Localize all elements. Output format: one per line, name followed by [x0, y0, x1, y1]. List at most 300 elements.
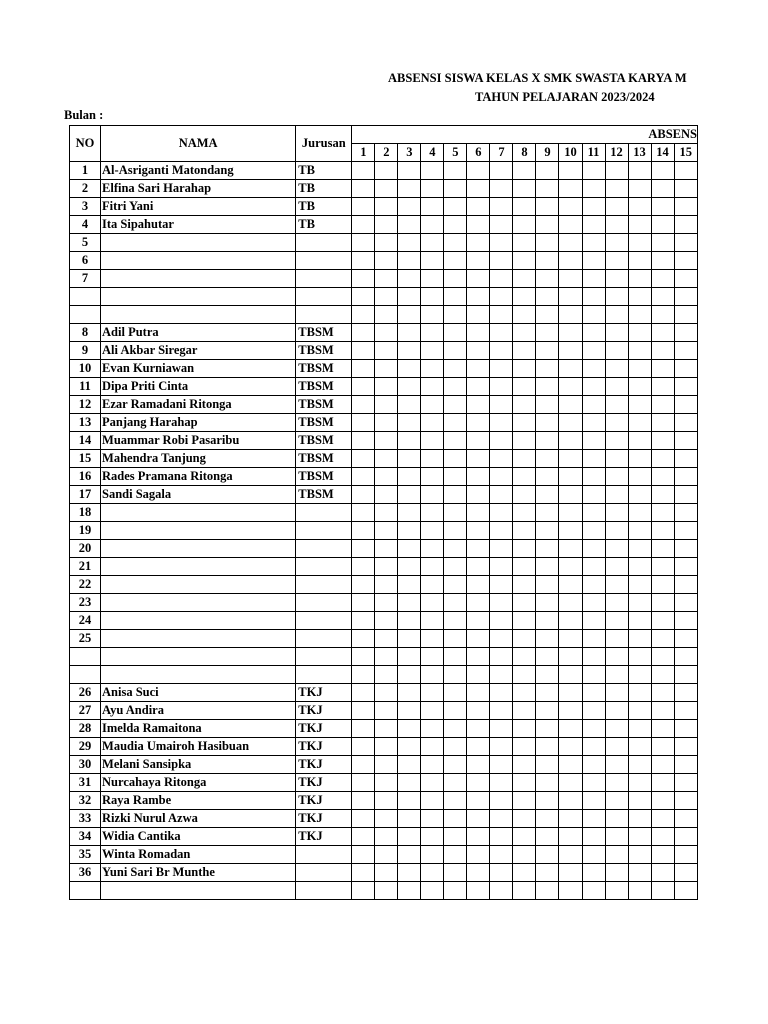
- attendance-cell[interactable]: [536, 558, 559, 576]
- attendance-cell[interactable]: [421, 594, 444, 612]
- attendance-cell[interactable]: [674, 846, 697, 864]
- attendance-cell[interactable]: [467, 450, 490, 468]
- attendance-cell[interactable]: [628, 324, 651, 342]
- attendance-cell[interactable]: [467, 504, 490, 522]
- attendance-cell[interactable]: [628, 342, 651, 360]
- attendance-cell[interactable]: [559, 468, 582, 486]
- attendance-cell[interactable]: [513, 198, 536, 216]
- attendance-cell[interactable]: [444, 432, 467, 450]
- attendance-cell[interactable]: [490, 648, 513, 666]
- attendance-cell[interactable]: [352, 396, 375, 414]
- attendance-cell[interactable]: [513, 756, 536, 774]
- attendance-cell[interactable]: [559, 432, 582, 450]
- attendance-cell[interactable]: [605, 846, 628, 864]
- attendance-cell[interactable]: [559, 396, 582, 414]
- attendance-cell[interactable]: [467, 216, 490, 234]
- attendance-cell[interactable]: [467, 630, 490, 648]
- attendance-cell[interactable]: [375, 342, 398, 360]
- attendance-cell[interactable]: [421, 630, 444, 648]
- attendance-cell[interactable]: [513, 360, 536, 378]
- attendance-cell[interactable]: [444, 306, 467, 324]
- attendance-cell[interactable]: [444, 612, 467, 630]
- attendance-cell[interactable]: [605, 774, 628, 792]
- attendance-cell[interactable]: [628, 738, 651, 756]
- attendance-cell[interactable]: [605, 306, 628, 324]
- attendance-cell[interactable]: [674, 720, 697, 738]
- attendance-cell[interactable]: [513, 378, 536, 396]
- attendance-cell[interactable]: [674, 882, 697, 900]
- attendance-cell[interactable]: [444, 594, 467, 612]
- attendance-cell[interactable]: [421, 666, 444, 684]
- attendance-cell[interactable]: [467, 432, 490, 450]
- attendance-cell[interactable]: [582, 882, 605, 900]
- attendance-cell[interactable]: [467, 522, 490, 540]
- attendance-cell[interactable]: [352, 828, 375, 846]
- attendance-cell[interactable]: [582, 540, 605, 558]
- attendance-cell[interactable]: [421, 828, 444, 846]
- attendance-cell[interactable]: [605, 648, 628, 666]
- attendance-cell[interactable]: [674, 558, 697, 576]
- attendance-cell[interactable]: [490, 252, 513, 270]
- attendance-cell[interactable]: [513, 270, 536, 288]
- attendance-cell[interactable]: [467, 396, 490, 414]
- attendance-cell[interactable]: [490, 630, 513, 648]
- attendance-cell[interactable]: [559, 702, 582, 720]
- attendance-cell[interactable]: [375, 792, 398, 810]
- attendance-cell[interactable]: [467, 468, 490, 486]
- attendance-cell[interactable]: [421, 558, 444, 576]
- attendance-cell[interactable]: [674, 864, 697, 882]
- attendance-cell[interactable]: [674, 162, 697, 180]
- attendance-cell[interactable]: [536, 774, 559, 792]
- attendance-cell[interactable]: [490, 522, 513, 540]
- attendance-cell[interactable]: [536, 630, 559, 648]
- attendance-cell[interactable]: [398, 216, 421, 234]
- attendance-cell[interactable]: [651, 396, 674, 414]
- attendance-cell[interactable]: [444, 270, 467, 288]
- attendance-cell[interactable]: [605, 612, 628, 630]
- attendance-cell[interactable]: [421, 486, 444, 504]
- attendance-cell[interactable]: [605, 630, 628, 648]
- attendance-cell[interactable]: [398, 198, 421, 216]
- attendance-cell[interactable]: [398, 378, 421, 396]
- attendance-cell[interactable]: [651, 360, 674, 378]
- attendance-cell[interactable]: [375, 738, 398, 756]
- attendance-cell[interactable]: [582, 648, 605, 666]
- attendance-cell[interactable]: [421, 720, 444, 738]
- attendance-cell[interactable]: [628, 234, 651, 252]
- attendance-cell[interactable]: [582, 504, 605, 522]
- attendance-cell[interactable]: [628, 378, 651, 396]
- attendance-cell[interactable]: [582, 846, 605, 864]
- attendance-cell[interactable]: [559, 612, 582, 630]
- attendance-cell[interactable]: [559, 846, 582, 864]
- attendance-cell[interactable]: [582, 180, 605, 198]
- attendance-cell[interactable]: [467, 252, 490, 270]
- attendance-cell[interactable]: [674, 378, 697, 396]
- attendance-cell[interactable]: [605, 378, 628, 396]
- attendance-cell[interactable]: [651, 738, 674, 756]
- attendance-cell[interactable]: [536, 864, 559, 882]
- attendance-cell[interactable]: [559, 198, 582, 216]
- attendance-cell[interactable]: [651, 864, 674, 882]
- attendance-cell[interactable]: [536, 306, 559, 324]
- attendance-cell[interactable]: [490, 288, 513, 306]
- attendance-cell[interactable]: [559, 594, 582, 612]
- attendance-cell[interactable]: [398, 360, 421, 378]
- attendance-cell[interactable]: [375, 540, 398, 558]
- attendance-cell[interactable]: [628, 630, 651, 648]
- attendance-cell[interactable]: [444, 414, 467, 432]
- attendance-cell[interactable]: [352, 432, 375, 450]
- attendance-cell[interactable]: [559, 810, 582, 828]
- attendance-cell[interactable]: [559, 882, 582, 900]
- attendance-cell[interactable]: [513, 288, 536, 306]
- attendance-cell[interactable]: [444, 324, 467, 342]
- attendance-cell[interactable]: [605, 342, 628, 360]
- attendance-cell[interactable]: [559, 774, 582, 792]
- attendance-cell[interactable]: [490, 612, 513, 630]
- attendance-cell[interactable]: [375, 612, 398, 630]
- attendance-cell[interactable]: [398, 432, 421, 450]
- attendance-cell[interactable]: [628, 756, 651, 774]
- attendance-cell[interactable]: [421, 738, 444, 756]
- attendance-cell[interactable]: [536, 180, 559, 198]
- attendance-cell[interactable]: [398, 540, 421, 558]
- attendance-cell[interactable]: [352, 702, 375, 720]
- attendance-cell[interactable]: [444, 378, 467, 396]
- attendance-cell[interactable]: [674, 198, 697, 216]
- attendance-cell[interactable]: [628, 774, 651, 792]
- attendance-cell[interactable]: [582, 216, 605, 234]
- attendance-cell[interactable]: [628, 306, 651, 324]
- attendance-cell[interactable]: [398, 738, 421, 756]
- attendance-cell[interactable]: [513, 486, 536, 504]
- attendance-cell[interactable]: [674, 342, 697, 360]
- attendance-cell[interactable]: [398, 684, 421, 702]
- attendance-cell[interactable]: [651, 882, 674, 900]
- attendance-cell[interactable]: [444, 288, 467, 306]
- attendance-cell[interactable]: [375, 522, 398, 540]
- attendance-cell[interactable]: [352, 720, 375, 738]
- attendance-cell[interactable]: [651, 540, 674, 558]
- attendance-cell[interactable]: [421, 216, 444, 234]
- attendance-cell[interactable]: [674, 396, 697, 414]
- attendance-cell[interactable]: [628, 810, 651, 828]
- attendance-cell[interactable]: [536, 162, 559, 180]
- attendance-cell[interactable]: [605, 252, 628, 270]
- attendance-cell[interactable]: [605, 504, 628, 522]
- attendance-cell[interactable]: [352, 864, 375, 882]
- attendance-cell[interactable]: [651, 270, 674, 288]
- attendance-cell[interactable]: [513, 540, 536, 558]
- attendance-cell[interactable]: [651, 504, 674, 522]
- attendance-cell[interactable]: [467, 576, 490, 594]
- attendance-cell[interactable]: [421, 522, 444, 540]
- attendance-cell[interactable]: [628, 540, 651, 558]
- attendance-cell[interactable]: [352, 774, 375, 792]
- attendance-cell[interactable]: [674, 486, 697, 504]
- attendance-cell[interactable]: [605, 864, 628, 882]
- attendance-cell[interactable]: [628, 792, 651, 810]
- attendance-cell[interactable]: [674, 216, 697, 234]
- attendance-cell[interactable]: [421, 432, 444, 450]
- attendance-cell[interactable]: [398, 774, 421, 792]
- attendance-cell[interactable]: [490, 414, 513, 432]
- attendance-cell[interactable]: [582, 756, 605, 774]
- attendance-cell[interactable]: [605, 180, 628, 198]
- attendance-cell[interactable]: [582, 576, 605, 594]
- attendance-cell[interactable]: [421, 468, 444, 486]
- attendance-cell[interactable]: [444, 180, 467, 198]
- attendance-cell[interactable]: [628, 198, 651, 216]
- attendance-cell[interactable]: [398, 486, 421, 504]
- attendance-cell[interactable]: [559, 648, 582, 666]
- attendance-cell[interactable]: [559, 378, 582, 396]
- attendance-cell[interactable]: [559, 756, 582, 774]
- attendance-cell[interactable]: [674, 504, 697, 522]
- attendance-cell[interactable]: [513, 324, 536, 342]
- attendance-cell[interactable]: [628, 558, 651, 576]
- attendance-cell[interactable]: [674, 774, 697, 792]
- attendance-cell[interactable]: [421, 648, 444, 666]
- attendance-cell[interactable]: [467, 792, 490, 810]
- attendance-cell[interactable]: [513, 252, 536, 270]
- attendance-cell[interactable]: [375, 360, 398, 378]
- attendance-cell[interactable]: [352, 162, 375, 180]
- attendance-cell[interactable]: [674, 648, 697, 666]
- attendance-cell[interactable]: [605, 684, 628, 702]
- attendance-cell[interactable]: [605, 666, 628, 684]
- attendance-cell[interactable]: [375, 216, 398, 234]
- attendance-cell[interactable]: [421, 180, 444, 198]
- attendance-cell[interactable]: [651, 432, 674, 450]
- attendance-cell[interactable]: [513, 630, 536, 648]
- attendance-cell[interactable]: [605, 288, 628, 306]
- attendance-cell[interactable]: [582, 270, 605, 288]
- attendance-cell[interactable]: [651, 468, 674, 486]
- attendance-cell[interactable]: [513, 558, 536, 576]
- attendance-cell[interactable]: [375, 432, 398, 450]
- attendance-cell[interactable]: [375, 288, 398, 306]
- attendance-cell[interactable]: [352, 180, 375, 198]
- attendance-cell[interactable]: [605, 522, 628, 540]
- attendance-cell[interactable]: [490, 720, 513, 738]
- attendance-cell[interactable]: [444, 216, 467, 234]
- attendance-cell[interactable]: [444, 360, 467, 378]
- attendance-cell[interactable]: [513, 774, 536, 792]
- attendance-cell[interactable]: [582, 666, 605, 684]
- attendance-cell[interactable]: [467, 486, 490, 504]
- attendance-cell[interactable]: [421, 846, 444, 864]
- attendance-cell[interactable]: [375, 450, 398, 468]
- attendance-cell[interactable]: [490, 162, 513, 180]
- attendance-cell[interactable]: [421, 252, 444, 270]
- attendance-cell[interactable]: [582, 828, 605, 846]
- attendance-cell[interactable]: [674, 792, 697, 810]
- attendance-cell[interactable]: [421, 270, 444, 288]
- attendance-cell[interactable]: [444, 756, 467, 774]
- attendance-cell[interactable]: [628, 846, 651, 864]
- attendance-cell[interactable]: [375, 162, 398, 180]
- attendance-cell[interactable]: [674, 702, 697, 720]
- attendance-cell[interactable]: [352, 270, 375, 288]
- attendance-cell[interactable]: [467, 756, 490, 774]
- attendance-cell[interactable]: [513, 216, 536, 234]
- attendance-cell[interactable]: [513, 576, 536, 594]
- attendance-cell[interactable]: [421, 612, 444, 630]
- attendance-cell[interactable]: [375, 702, 398, 720]
- attendance-cell[interactable]: [352, 450, 375, 468]
- attendance-cell[interactable]: [674, 288, 697, 306]
- attendance-cell[interactable]: [536, 738, 559, 756]
- attendance-cell[interactable]: [375, 252, 398, 270]
- attendance-cell[interactable]: [490, 378, 513, 396]
- attendance-cell[interactable]: [536, 414, 559, 432]
- attendance-cell[interactable]: [375, 720, 398, 738]
- attendance-cell[interactable]: [582, 720, 605, 738]
- attendance-cell[interactable]: [674, 324, 697, 342]
- attendance-cell[interactable]: [582, 450, 605, 468]
- attendance-cell[interactable]: [352, 378, 375, 396]
- attendance-cell[interactable]: [674, 180, 697, 198]
- attendance-cell[interactable]: [352, 288, 375, 306]
- attendance-cell[interactable]: [444, 450, 467, 468]
- attendance-cell[interactable]: [651, 828, 674, 846]
- attendance-cell[interactable]: [398, 558, 421, 576]
- attendance-cell[interactable]: [444, 252, 467, 270]
- attendance-cell[interactable]: [398, 468, 421, 486]
- attendance-cell[interactable]: [605, 162, 628, 180]
- attendance-cell[interactable]: [467, 288, 490, 306]
- attendance-cell[interactable]: [375, 684, 398, 702]
- attendance-cell[interactable]: [674, 810, 697, 828]
- attendance-cell[interactable]: [651, 162, 674, 180]
- attendance-cell[interactable]: [375, 234, 398, 252]
- attendance-cell[interactable]: [651, 342, 674, 360]
- attendance-cell[interactable]: [375, 396, 398, 414]
- attendance-cell[interactable]: [352, 684, 375, 702]
- attendance-cell[interactable]: [421, 378, 444, 396]
- attendance-cell[interactable]: [605, 414, 628, 432]
- attendance-cell[interactable]: [582, 558, 605, 576]
- attendance-cell[interactable]: [513, 162, 536, 180]
- attendance-cell[interactable]: [582, 198, 605, 216]
- attendance-cell[interactable]: [605, 540, 628, 558]
- attendance-cell[interactable]: [444, 774, 467, 792]
- attendance-cell[interactable]: [536, 612, 559, 630]
- attendance-cell[interactable]: [490, 504, 513, 522]
- attendance-cell[interactable]: [628, 522, 651, 540]
- attendance-cell[interactable]: [582, 864, 605, 882]
- attendance-cell[interactable]: [513, 864, 536, 882]
- attendance-cell[interactable]: [513, 684, 536, 702]
- attendance-cell[interactable]: [444, 864, 467, 882]
- attendance-cell[interactable]: [651, 234, 674, 252]
- attendance-cell[interactable]: [398, 162, 421, 180]
- attendance-cell[interactable]: [651, 306, 674, 324]
- attendance-cell[interactable]: [513, 792, 536, 810]
- attendance-cell[interactable]: [605, 216, 628, 234]
- attendance-cell[interactable]: [352, 234, 375, 252]
- attendance-cell[interactable]: [674, 360, 697, 378]
- attendance-cell[interactable]: [352, 612, 375, 630]
- attendance-cell[interactable]: [444, 342, 467, 360]
- attendance-cell[interactable]: [444, 234, 467, 252]
- attendance-cell[interactable]: [536, 270, 559, 288]
- attendance-cell[interactable]: [605, 576, 628, 594]
- attendance-cell[interactable]: [421, 414, 444, 432]
- attendance-cell[interactable]: [605, 432, 628, 450]
- attendance-cell[interactable]: [651, 702, 674, 720]
- attendance-cell[interactable]: [582, 684, 605, 702]
- attendance-cell[interactable]: [467, 810, 490, 828]
- attendance-cell[interactable]: [536, 504, 559, 522]
- attendance-cell[interactable]: [605, 360, 628, 378]
- attendance-cell[interactable]: [651, 216, 674, 234]
- attendance-cell[interactable]: [651, 594, 674, 612]
- attendance-cell[interactable]: [674, 666, 697, 684]
- attendance-cell[interactable]: [490, 774, 513, 792]
- attendance-cell[interactable]: [421, 288, 444, 306]
- attendance-cell[interactable]: [559, 720, 582, 738]
- attendance-cell[interactable]: [375, 414, 398, 432]
- attendance-cell[interactable]: [490, 576, 513, 594]
- attendance-cell[interactable]: [559, 576, 582, 594]
- attendance-cell[interactable]: [421, 810, 444, 828]
- attendance-cell[interactable]: [559, 342, 582, 360]
- attendance-cell[interactable]: [559, 324, 582, 342]
- attendance-cell[interactable]: [490, 846, 513, 864]
- attendance-cell[interactable]: [467, 594, 490, 612]
- attendance-cell[interactable]: [490, 864, 513, 882]
- attendance-cell[interactable]: [582, 378, 605, 396]
- attendance-cell[interactable]: [559, 630, 582, 648]
- attendance-cell[interactable]: [398, 612, 421, 630]
- attendance-cell[interactable]: [605, 792, 628, 810]
- attendance-cell[interactable]: [605, 810, 628, 828]
- attendance-cell[interactable]: [352, 558, 375, 576]
- attendance-cell[interactable]: [421, 684, 444, 702]
- attendance-cell[interactable]: [467, 864, 490, 882]
- attendance-cell[interactable]: [605, 558, 628, 576]
- attendance-cell[interactable]: [352, 738, 375, 756]
- attendance-cell[interactable]: [513, 594, 536, 612]
- attendance-cell[interactable]: [582, 342, 605, 360]
- attendance-cell[interactable]: [421, 342, 444, 360]
- attendance-cell[interactable]: [605, 738, 628, 756]
- attendance-cell[interactable]: [398, 522, 421, 540]
- attendance-cell[interactable]: [375, 378, 398, 396]
- attendance-cell[interactable]: [513, 432, 536, 450]
- attendance-cell[interactable]: [490, 468, 513, 486]
- attendance-cell[interactable]: [398, 810, 421, 828]
- attendance-cell[interactable]: [651, 378, 674, 396]
- attendance-cell[interactable]: [582, 324, 605, 342]
- attendance-cell[interactable]: [490, 486, 513, 504]
- attendance-cell[interactable]: [352, 342, 375, 360]
- attendance-cell[interactable]: [605, 468, 628, 486]
- attendance-cell[interactable]: [444, 666, 467, 684]
- attendance-cell[interactable]: [674, 468, 697, 486]
- attendance-cell[interactable]: [536, 198, 559, 216]
- attendance-cell[interactable]: [651, 252, 674, 270]
- attendance-cell[interactable]: [559, 288, 582, 306]
- attendance-cell[interactable]: [352, 540, 375, 558]
- attendance-cell[interactable]: [536, 846, 559, 864]
- attendance-cell[interactable]: [513, 450, 536, 468]
- attendance-cell[interactable]: [490, 270, 513, 288]
